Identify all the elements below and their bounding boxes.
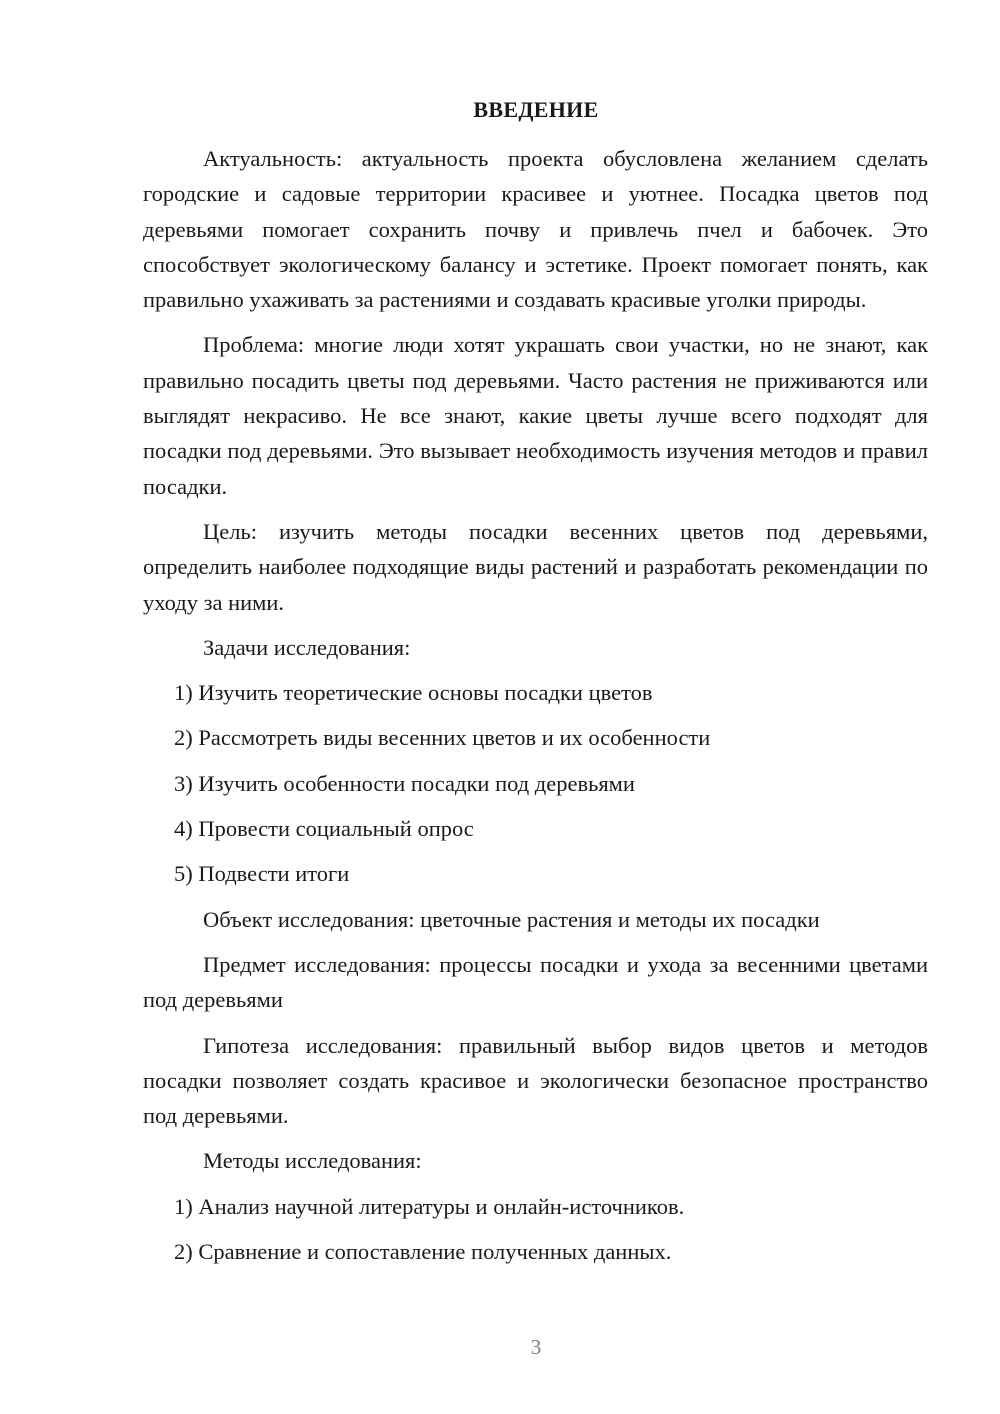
methods-list xyxy=(143,1189,928,1270)
page-number: 3 xyxy=(530,1335,542,1359)
list-item: 3) Изучить особенности посадки под деревьями xyxy=(174,770,635,796)
goal-paragraph: Цель: изучить методы посадки весенних цветов под деревьями, определить наиболее подходящие виды растений и разработать рекомендации по уходу за ними. xyxy=(143,518,928,615)
tasks-list xyxy=(143,675,928,891)
tasks-heading: Задачи исследования: xyxy=(203,634,411,660)
list-item: 5) Подвести итоги xyxy=(174,861,350,887)
list-item: 2) Сравнение и сопоставление полученных данных. xyxy=(174,1239,672,1265)
hypothesis-paragraph: Гипотеза исследования: правильный выбор видов цветов и методов посадки позволяет создать красивое и экологически безопасное пространство под деревьями. xyxy=(143,1032,928,1129)
list-item: 2) Рассмотреть виды весенних цветов и их особенности xyxy=(174,725,711,751)
subject-paragraph: Предмет исследования: процессы посадки и ухода за весенними цветами под деревьями xyxy=(143,951,928,1013)
page-body xyxy=(143,141,928,1279)
list-item: 4) Провести социальный опрос xyxy=(174,816,474,842)
problem-paragraph: Проблема: многие люди хотят украшать свои участки, но не знают, как правильно посадить цветы под деревьями. Часто растения не приживаются или выглядят некрасиво. Не все знают, какие цветы лучше всего подходят для посадки под деревьями. Это вызывает необходимость изучения методов и правил посадки. xyxy=(143,332,928,499)
object-paragraph: Объект исследования: цветочные растения и методы их посадки xyxy=(203,906,820,932)
list-item: 1) Изучить теоретические основы посадки цветов xyxy=(174,680,653,706)
page-title: ВВЕДЕНИЕ xyxy=(473,97,599,122)
methods-heading: Методы исследования: xyxy=(203,1148,422,1174)
relevance-paragraph: Актуальность: актуальность проекта обусловлена желанием сделать городские и садовые территории красивее и уютнее. Посадка цветов под деревьями помогает сохранить почву и привлечь пчел и бабочек. Это способствует экологическому балансу и эстетике. Проект помогает понять, как правильно ухаживать за растениями и создавать красивые уголки природы. xyxy=(143,146,928,313)
list-item: 1) Анализ научной литературы и онлайн-источников. xyxy=(174,1193,685,1219)
